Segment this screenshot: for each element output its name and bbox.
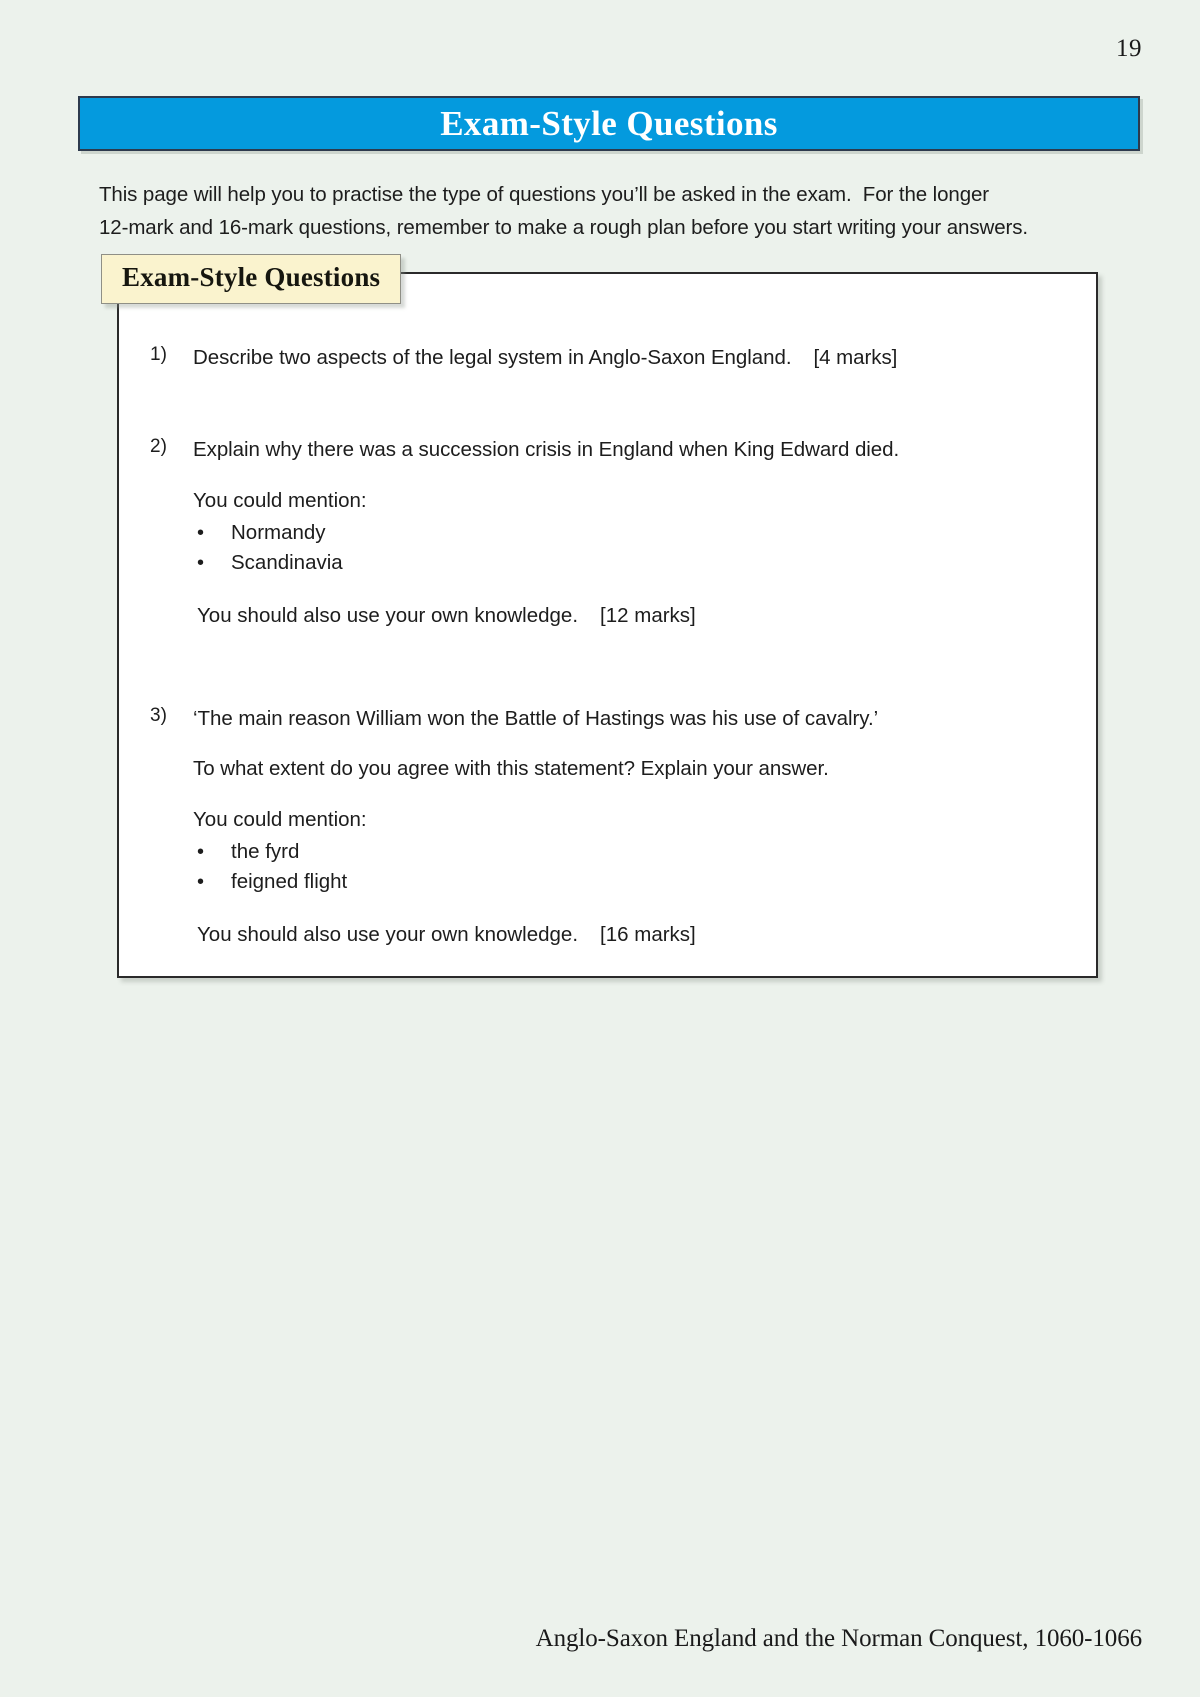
page-number: 19: [1116, 35, 1142, 62]
question-stem-3: ‘The main reason William won the Battle of Hastings was his use of cavalry.’: [193, 707, 879, 730]
hint-item: [193, 837, 1072, 867]
bullet-icon: •: [197, 552, 205, 574]
question-marks-2: [12 marks]: [600, 604, 696, 627]
own-knowledge-text-3: You should also use your own knowledge.: [197, 923, 579, 946]
intro-line-1: This page will help you to practise the type of questions you’ll be asked in the exam. For the longer: [99, 183, 990, 206]
question-item-3: [143, 705, 1072, 949]
question-sub-3: To what extent do you agree with this statement? Explain your answer.: [193, 757, 829, 780]
own-knowledge-3: [193, 921, 1072, 949]
hint-item: [193, 518, 1072, 548]
questions-box-tab-label: Exam-Style Questions: [122, 262, 381, 292]
questions-list: [117, 272, 1098, 978]
hint-intro-2: You could mention:: [193, 489, 367, 512]
own-knowledge-text-2: You should also use your own knowledge.: [197, 604, 579, 627]
question-number-3: 3): [150, 705, 167, 726]
hint-label: feigned flight: [231, 870, 348, 893]
question-stem-1: [193, 344, 1072, 372]
own-knowledge-2: [193, 602, 1072, 630]
page-footer: Anglo-Saxon England and the Norman Conquest, 1060-1066: [535, 1625, 1142, 1652]
hint-list-2: [193, 518, 1072, 578]
bullet-icon: •: [197, 871, 205, 893]
question-number-2: 2): [150, 436, 167, 457]
hint-label: Normandy: [231, 521, 326, 544]
question-marks-3: [16 marks]: [600, 923, 696, 946]
page-title: Exam-Style Questions: [440, 104, 778, 143]
hint-list-3: [193, 837, 1072, 897]
hint-label: the fyrd: [231, 840, 300, 863]
hint-intro-3: You could mention:: [193, 808, 367, 831]
question-marks-1: [4 marks]: [813, 346, 898, 369]
question-number-1: 1): [150, 344, 167, 365]
question-item-1: [143, 344, 1072, 372]
bullet-icon: •: [197, 522, 205, 544]
hint-item: [193, 548, 1072, 578]
question-stem-text-1: Describe two aspects of the legal system in Anglo-Saxon England.: [193, 346, 792, 369]
question-item-2: [143, 436, 1072, 630]
intro-paragraph: [99, 178, 1109, 244]
question-stem-2: Explain why there was a succession crisis in England when King Edward died.: [193, 438, 900, 461]
hint-label: Scandinavia: [231, 551, 343, 574]
intro-line-2: 12-mark and 16-mark questions, remember to make a rough plan before you start writing your answers.: [99, 216, 1028, 239]
bullet-icon: •: [197, 841, 205, 863]
page-title-banner: [78, 96, 1140, 151]
hint-item: [193, 867, 1072, 897]
